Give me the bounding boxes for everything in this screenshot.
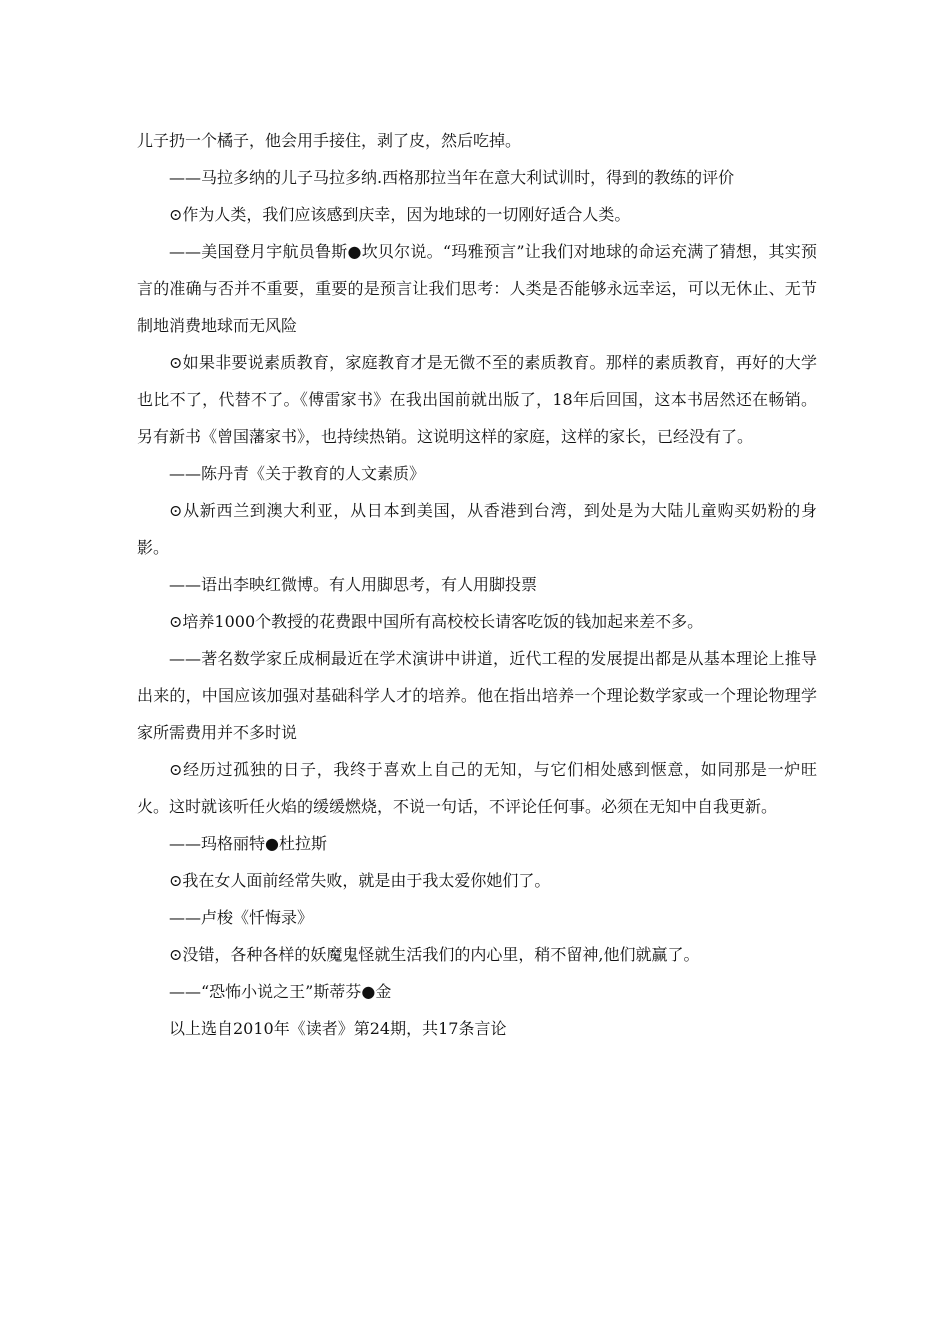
paragraph-earth-source: ——美国登月宇航员鲁斯●坎贝尔说。“玛雅预言”让我们对地球的命运充满了猜想，其实预言的准确与否并不重要，重要的是预言让我们思考：人类是否能够永远幸运，可以无休止、无节制地消费地球而无风险 [137, 242, 817, 335]
paragraph-milk-quote: ⊙从新西兰到澳大利亚，从日本到美国，从香港到台湾，到处是为大陆儿童购买奶粉的身影。 [137, 501, 817, 557]
paragraph-women-source: ——卢梭《忏悔录》 [169, 908, 314, 927]
paragraph-ignorance-quote: ⊙经历过孤独的日子，我终于喜欢上自己的无知，与它们相处感到惬意，如同那是一炉旺火。这时就该听任火焰的缓缓燃烧，不说一句话，不评论任何事。必须在无知中自我更新。 [137, 760, 817, 816]
paragraph-milk-source: ——语出李映红微博。有人用脚思考，有人用脚投票 [169, 575, 538, 594]
paragraph-monsters-quote: ⊙没错，各种各样的妖魔鬼怪就生活我们的内心里，稍不留神,他们就赢了。 [169, 945, 700, 964]
paragraph-orange-quote: 儿子扔一个橘子，他会用手接住，剥了皮，然后吃掉。 [137, 131, 522, 150]
paragraph-women-quote: ⊙我在女人面前经常失败，就是由于我太爱你她们了。 [169, 871, 551, 890]
paragraph-professor-quote: ⊙培养1000个教授的花费跟中国所有高校校长请客吃饭的钱加起来差不多。 [169, 612, 704, 631]
paragraph-orange-source: ——马拉多纳的儿子马拉多纳.西格那拉当年在意大利试训时，得到的教练的评价 [169, 168, 735, 187]
paragraph-professor-source: ——著名数学家丘成桐最近在学术演讲中讲道，近代工程的发展提出都是从基本理论上推导出来的，中国应该加强对基础科学人才的培养。他在指出培养一个理论数学家或一个理论物理学家所需费用并不多时说 [137, 649, 817, 742]
paragraph-monsters-source: ——“恐怖小说之王”斯蒂芬●金 [169, 982, 392, 1001]
paragraph-education-source: ——陈丹青《关于教育的人文素质》 [169, 464, 426, 483]
paragraph-ignorance-source: ——玛格丽特●杜拉斯 [169, 834, 327, 853]
document-body [137, 122, 817, 1047]
paragraph-earth-quote: ⊙作为人类，我们应该感到庆幸，因为地球的一切刚好适合人类。 [169, 205, 631, 224]
paragraph-education-quote: ⊙如果非要说素质教育，家庭教育才是无微不至的素质教育。那样的素质教育，再好的大学也比不了，代替不了。《傅雷家书》在我出国前就出版了，18年后回国，这本书居然还在畅销。另有新书《曾国藩家书》，也持续热销。这说明这样的家庭，这样的家长，已经没有了。 [137, 353, 817, 446]
paragraph-summary: 以上选自2010年《读者》第24期，共17条言论 [169, 1019, 507, 1038]
